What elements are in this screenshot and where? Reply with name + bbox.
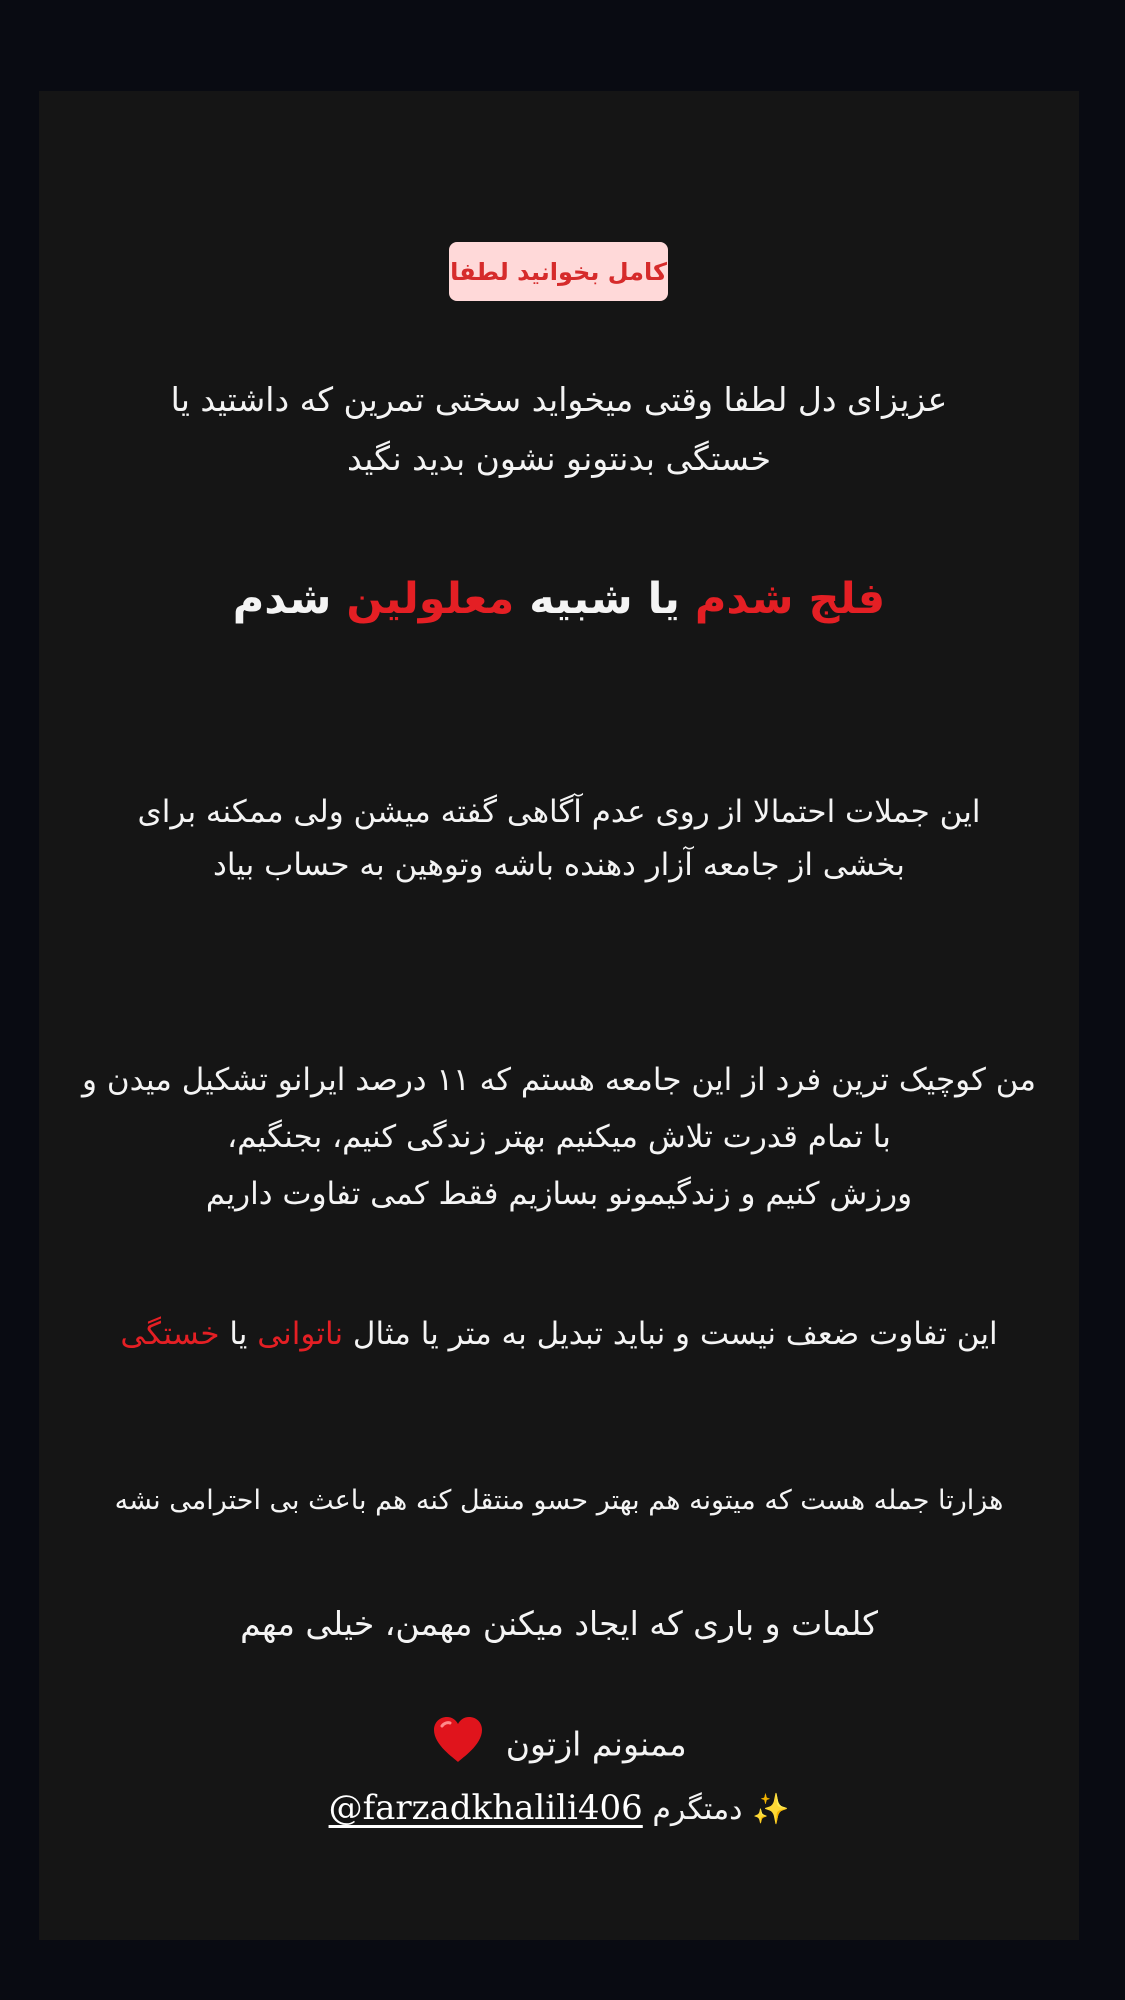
- read-fully-badge-label: کامل بخوانید لطفا: [450, 257, 667, 286]
- difference-word-fatigue: خستگی: [120, 1316, 220, 1352]
- story-card: [39, 91, 1079, 1940]
- difference-line: [39, 1312, 1079, 1356]
- words-matter-line: کلمات و باری که ایجاد میکنن مهمن، خیلی مهم: [240, 1604, 878, 1643]
- heart-icon: [431, 1715, 485, 1777]
- author-handle-link[interactable]: @farzadkhalili406: [328, 1788, 643, 1828]
- headline-quote: [39, 571, 1079, 627]
- thanks-line: [39, 1715, 1079, 1777]
- explain-line-1: این جملات احتمالا از روی عدم آگاهی گفته میشن ولی ممکنه برای: [137, 794, 981, 830]
- sparkles-icon: ✨: [752, 1792, 790, 1827]
- credit-line: [39, 1786, 1079, 1832]
- community-line-3: ورزش کنیم و زندگیمونو بسازیم فقط کمی تفاوت داریم: [205, 1176, 913, 1212]
- credit-text: دمتگرم: [652, 1792, 743, 1827]
- read-fully-badge: [449, 242, 668, 301]
- difference-word-inability: ناتوانی: [257, 1316, 344, 1352]
- headline-word-or-like: یا شبیه: [514, 574, 695, 624]
- community-line-2: با تمام قدرت تلاش میکنیم بهتر زندگی کنیم، بجنگیم،: [227, 1119, 891, 1155]
- headline-word-disabled: معلولین: [346, 574, 515, 624]
- headline-word-became: شدم: [232, 574, 347, 624]
- explain-line-2: بخشی از جامعه آزار دهنده باشه وتوهین به حساب بیاد: [213, 847, 905, 883]
- headline-word-paralyzed: فلج شدم: [694, 574, 886, 624]
- difference-word-or: یا: [219, 1316, 258, 1352]
- difference-text: این تفاوت ضعف نیست و نباید تبدیل به متر یا مثال: [343, 1316, 998, 1352]
- intro-line-1: عزیزای دل لطفا وقتی میخواید سختی تمرین که داشتید یا: [170, 380, 948, 419]
- community-line-1: من کوچیک ترین فرد از این جامعه هستم که ۱۱ درصد ایرانو تشکیل میدن و: [82, 1062, 1036, 1098]
- alternative-sentences-line: هزارتا جمله هست که میتونه هم بهتر حسو منتقل کنه هم باعث بی احترامی نشه: [114, 1485, 1004, 1516]
- intro-line-2: خستگی بدنتونو نشون بدید نگید: [346, 439, 772, 478]
- thanks-text: ممنونم ازتون: [505, 1724, 687, 1764]
